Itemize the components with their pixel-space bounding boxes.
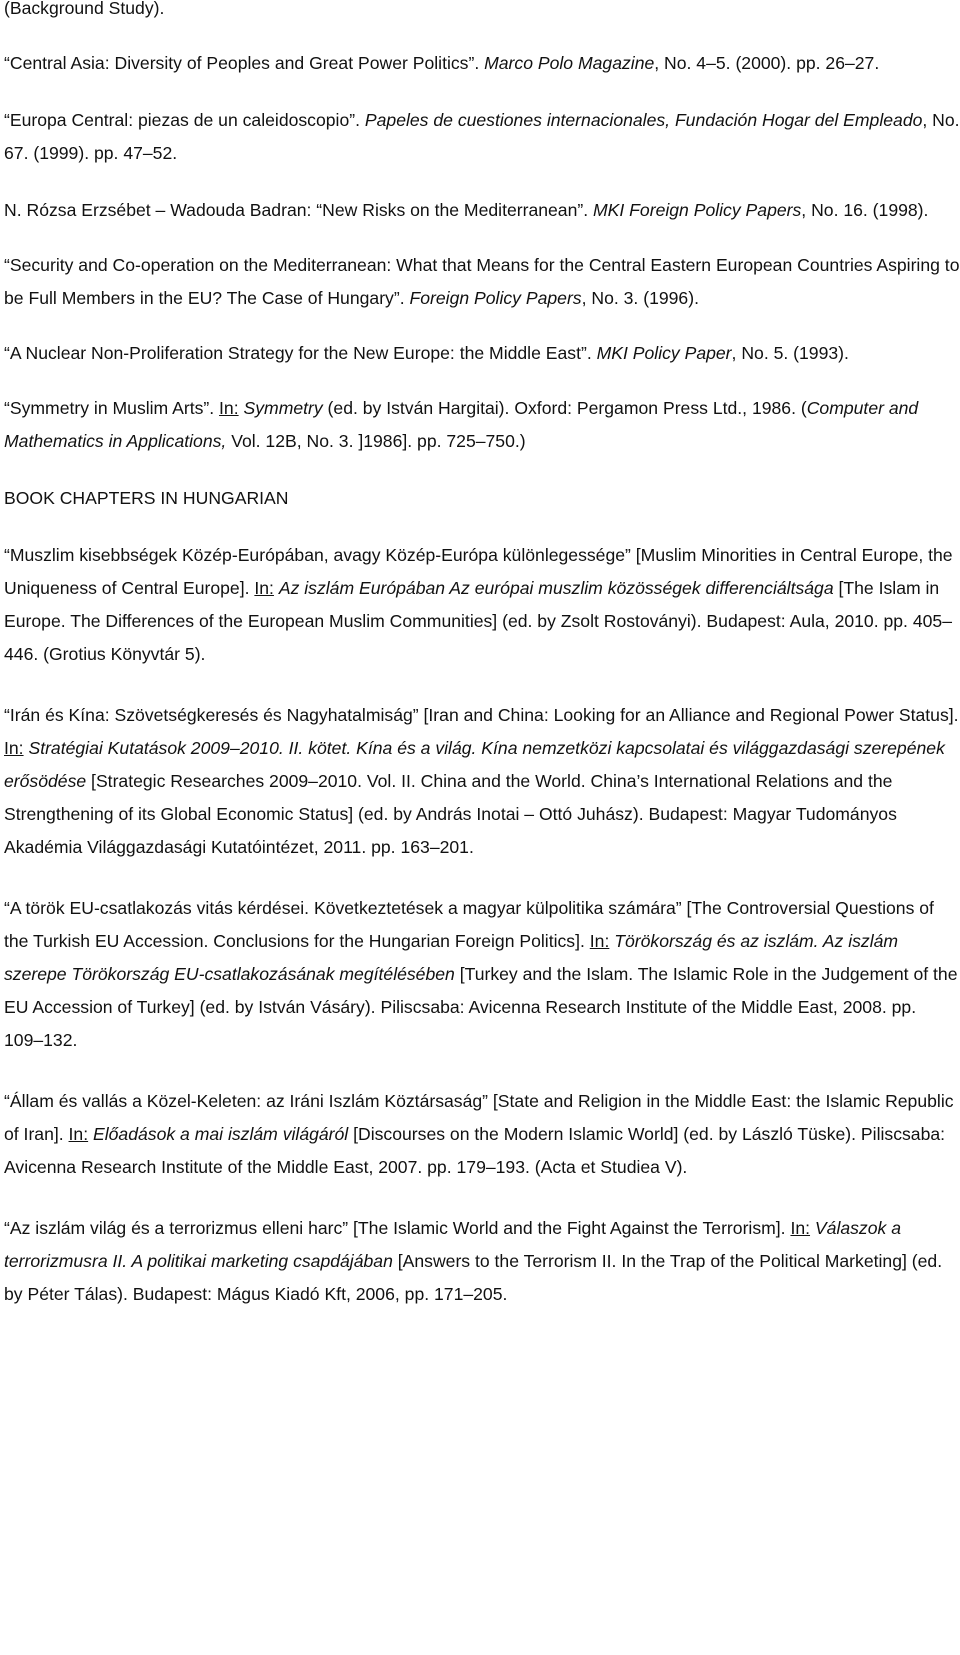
entry-iran-es-kina xyxy=(4,699,960,864)
in-label: In: xyxy=(790,1218,811,1238)
entry-allam-es-vallas xyxy=(4,1085,960,1184)
text-segment: “Az iszlám világ és a terrorizmus elleni harc” [The Islamic World and the Fight Against the Terrorism]. xyxy=(4,1218,791,1238)
text-segment: , No. 3. (1996). xyxy=(581,288,699,308)
italic-title-segment: Törökország és az iszlám. Az iszlám szerepe Törökország EU-csatlakozásának megítélésében xyxy=(4,931,899,984)
italic-title-segment: Előadások a mai iszlám világáról xyxy=(93,1124,349,1144)
italic-title-segment: Válaszok a terrorizmusra II. A politikai marketing csapdájában xyxy=(4,1218,901,1271)
entry-iszlam-vilag-terrorizmus xyxy=(4,1212,960,1311)
text-segment: [Strategic Researches 2009–2010. Vol. II. China and the World. China’s International Relations and the Strengthening of its Global Economic Status] (ed. by András Inotai – Ottó Juhász). Budapest: Magyar Tudományos Akadémia Világgazdasági Kutatóintézet, 2011. pp. 163–201. xyxy=(4,771,897,857)
text-segment: , No. 16. (1998). xyxy=(801,200,929,220)
in-label: In: xyxy=(589,931,610,951)
italic-title-segment: Foreign Policy Papers xyxy=(409,288,582,308)
in-label: In: xyxy=(4,738,24,758)
text-segment: “Central Asia: Diversity of Peoples and Great Power Politics”. xyxy=(4,53,485,73)
text-segment: N. Rózsa Erzsébet – Wadouda Badran: “New Risks on the Mediterranean”. xyxy=(4,200,594,220)
italic-title-segment: Symmetry xyxy=(243,398,323,418)
text-segment: “A Nuclear Non-Proliferation Strategy for the New Europe: the Middle East”. xyxy=(4,343,597,363)
italic-title-segment: Stratégiai Kutatások 2009–2010. II. kötet. Kína és a világ. Kína nemzetközi kapcsolatai és világgazdasági szerepének erősödése xyxy=(4,738,945,791)
text-segment: BOOK CHAPTERS IN HUNGARIAN xyxy=(4,488,289,508)
text-segment: , No. 67. (1999). pp. 47–52. xyxy=(4,110,960,163)
text-segment: Vol. 12B, No. 3. ]1986]. pp. 725–750.) xyxy=(226,431,526,451)
entry-background-study xyxy=(4,0,960,25)
entry-symmetry-muslim-arts xyxy=(4,392,960,458)
in-label: In: xyxy=(68,1124,89,1144)
in-label: In: xyxy=(219,398,239,418)
entry-torok-eu-csatlakozas xyxy=(4,892,960,1057)
text-segment: [The Islam in Europe. The Differences of the European Muslim Communities] (ed. by Zsolt Rostoványi). Budapest: Aula, 2010. pp. 405–446. (Grotius Könyvtár 5). xyxy=(4,578,952,664)
in-label: In: xyxy=(254,578,274,598)
text-segment: “Symmetry in Muslim Arts”. xyxy=(4,398,220,418)
text-segment: (Background Study). xyxy=(4,0,165,18)
italic-title-segment: Papeles de cuestiones internacionales, Fundación Hogar del Empleado xyxy=(364,110,923,130)
text-segment: [Answers to the Terrorism II. In the Trap of the Political Marketing] (ed. by Péter Tálas). Budapest: Mágus Kiadó Kft, 2006, pp. 171–205. xyxy=(4,1251,943,1304)
text-segment: “Muszlim kisebbségek Közép-Európában, avagy Közép-Európa különlegessége” [Muslim Minorities in Central Europe, the Uniqueness of Central Europe]. xyxy=(4,545,953,598)
text-segment: “Irán és Kína: Szövetségkeresés és Nagyhatalmiság” [Iran and China: Looking for an Alliance and Regional Power Status]. xyxy=(4,705,959,725)
entry-security-cooperation xyxy=(4,249,960,315)
text-segment: [Discourses on the Modern Islamic World] (ed. by László Tüske). Piliscsaba: Avicenna Research Institute of the Middle East, 2007. pp. 179–193. (Acta et Studiea V). xyxy=(4,1124,946,1177)
entry-nuclear-non-proliferation xyxy=(4,337,960,370)
text-segment: “Állam és vallás a Közel-Keleten: az Iráni Iszlám Köztársaság” [State and Religion in the Middle East: the Islamic Republic of Iran]. xyxy=(4,1091,954,1144)
text-segment: , No. 4–5. (2000). pp. 26–27. xyxy=(654,53,880,73)
entry-central-asia xyxy=(4,47,960,80)
entry-new-risks-mediterranean xyxy=(4,194,960,227)
text-segment: “A török EU-csatlakozás vitás kérdései. Következtetések a magyar külpolitika számára” [The Controversial Questions of the Turkish EU Accession. Conclusions for the Hungarian Foreign Politics]. xyxy=(4,898,934,951)
italic-title-segment: Computer and Mathematics in Applications, xyxy=(4,398,919,451)
entry-muszlim-kisebbsegek xyxy=(4,539,960,671)
text-segment: , No. 5. (1993). xyxy=(731,343,849,363)
text-segment: “Security and Co-operation on the Mediterranean: What that Means for the Central Eastern European Countries Aspiring to be Full Members in the EU? The Case of Hungary”. xyxy=(4,255,960,308)
entry-europa-central xyxy=(4,104,960,170)
text-segment: [Turkey and the Islam. The Islamic Role in the Judgement of the EU Accession of Turkey] (ed. by István Vásáry). Piliscsaba: Avicenna Research Institute of the Middle East, 2008. pp. 109–132. xyxy=(4,964,958,1050)
italic-title-segment: Marco Polo Magazine xyxy=(484,53,655,73)
italic-title-segment: MKI Policy Paper xyxy=(596,343,732,363)
italic-title-segment: MKI Foreign Policy Papers xyxy=(593,200,802,220)
text-segment: (ed. by István Hargitai). Oxford: Pergamon Press Ltd., 1986. ( xyxy=(322,398,807,418)
italic-title-segment: Az iszlám Európában Az európai muszlim közösségek differenciáltsága xyxy=(278,578,834,598)
section-heading-book-chapters xyxy=(4,482,960,515)
text-segment: “Europa Central: piezas de un caleidoscopio”. xyxy=(4,110,365,130)
